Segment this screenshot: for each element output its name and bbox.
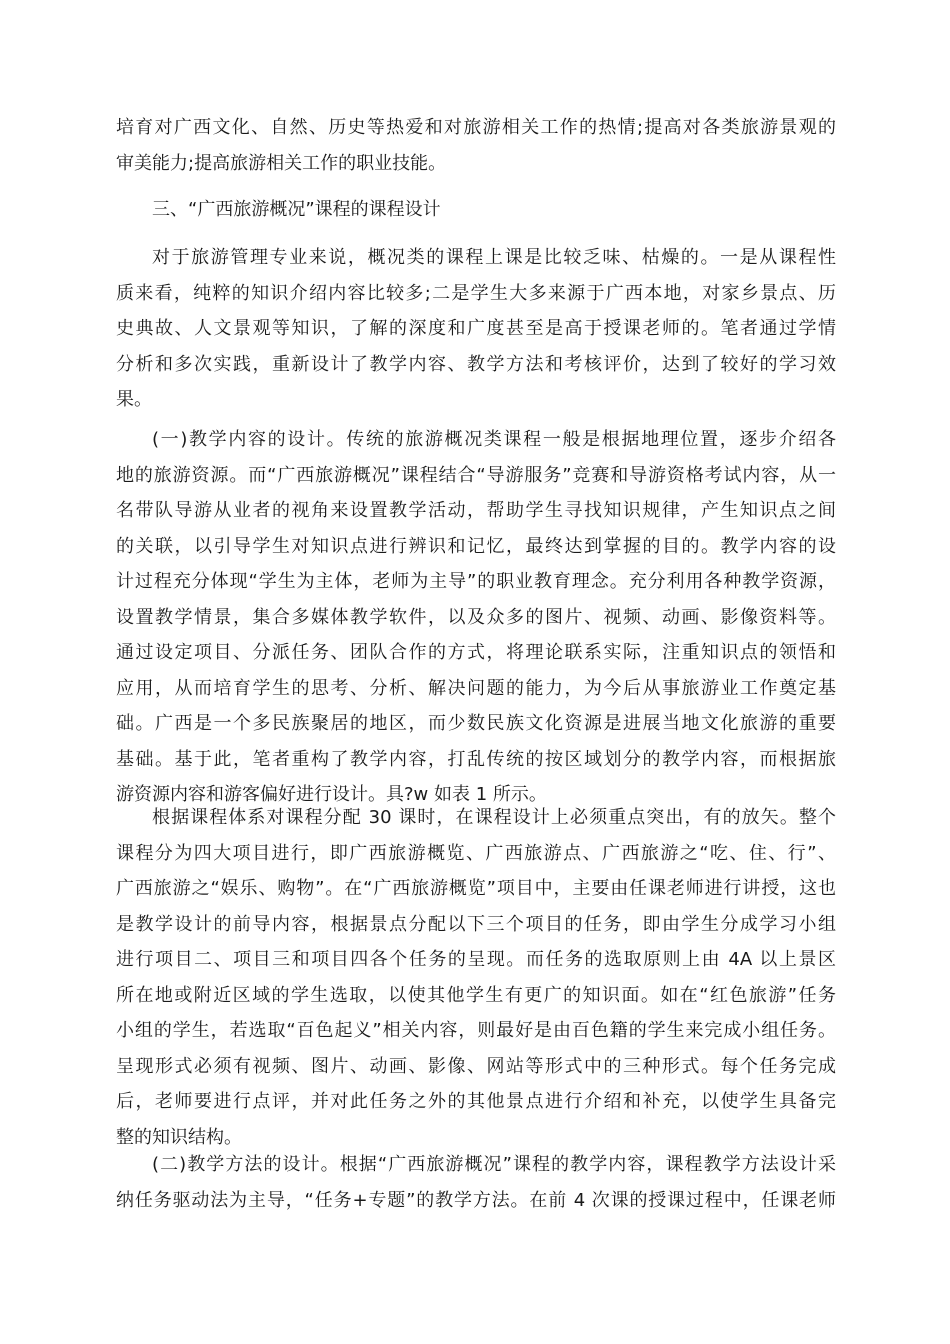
text-line: 应用，从而培育学生的思考、分析、解决问题的能力，为今后从事旅游业工作奠定基: [116, 677, 836, 699]
text-line: 课程分为四大项目进行，即广西旅游概览、广西旅游点、广西旅游之“吃、住、行”、: [116, 842, 836, 864]
text-line: 培育对广西文化、自然、历史等热爱和对旅游相关工作的热情;提高对各类旅游景观的: [116, 117, 836, 138]
text-line: 审美能力;提高旅游相关工作的职业技能。: [116, 152, 447, 174]
section-heading: [116, 192, 836, 228]
text-line: 是教学设计的前导内容，根据景点分配以下三个项目的任务，即由学生分成学习小组: [116, 913, 836, 935]
text-line: 计过程充分体现“学生为主体，老师为主导”的职业教育理念。充分利用各种教学资源，: [116, 571, 836, 592]
text-line: 根据课程体系对课程分配 30 课时，在课程设计上必须重点突出，有的放矢。整个: [152, 807, 836, 828]
text-line: 整的知识结构。: [116, 1126, 242, 1148]
text-line: 所在地或附近区域的学生选取，以使其他学生有更广的知识面。如在“红色旅游”任务: [116, 984, 836, 1006]
text-line: 后，老师要进行点评，并对此任务之外的其他景点进行介绍和补充，以使学生具备完: [116, 1091, 836, 1112]
paragraph-2: [116, 240, 836, 418]
text-line: 地的旅游资源。而“广西旅游概况”课程结合“导游服务”竞赛和导游资格考试内容，从一: [116, 464, 836, 486]
text-line: 质来看，纯粹的知识介绍内容比较多;二是学生大多来源于广西本地，对家乡景点、历: [116, 282, 836, 304]
text-line: 史典故、人文景观等知识，了解的深度和广度甚至是高于授课老师的。笔者通过学情: [116, 318, 836, 339]
text-line: 游资源内容和游客偏好进行设计。具?w 如表 1 所示。: [116, 784, 547, 805]
text-line: 对于旅游管理专业来说，概况类的课程上课是比较乏味、枯燥的。一是从课程性: [152, 247, 836, 268]
text-line: (一)教学内容的设计。传统的旅游概况类课程一般是根据地理位置，逐步介绍各: [152, 429, 836, 450]
paragraph-1: [116, 110, 836, 181]
text-line: 设置教学情景，集合多媒体教学软件，以及众多的图片、视频、动画、影像资料等。: [116, 606, 836, 628]
text-line: 名带队导游从业者的视角来设置教学活动，帮助学生寻找知识规律，产生知识点之间: [116, 500, 836, 521]
text-line: 纳任务驱动法为主导，“任务+专题”的教学方法。在前 4 次课的授课过程中，任课老师: [116, 1189, 836, 1211]
paragraph-3: [116, 422, 836, 813]
text-line: 基础。基于此，笔者重构了教学内容，打乱传统的按区域划分的教学内容，而根据旅: [116, 748, 836, 770]
text-line: 分析和多次实践，重新设计了教学内容、教学方法和考核评价，达到了较好的学习效: [116, 353, 836, 375]
text-line: 的关联，以引导学生对知识点进行辨识和记忆，最终达到掌握的目的。教学内容的设: [116, 535, 836, 557]
paragraph-5: [116, 1147, 836, 1218]
text-line: 通过设定项目、分派任务、团队合作的方式，将理论联系实际，注重知识点的领悟和: [116, 642, 836, 663]
text-line: 进行项目二、项目三和项目四各个任务的呈现。而任务的选取原则上由 4A 以上景区: [116, 949, 836, 970]
text-line: 果。: [116, 389, 152, 410]
text-line: 呈现形式必须有视频、图片、动画、影像、网站等形式中的三种形式。每个任务完成: [116, 1055, 836, 1077]
text-line: 广西旅游之“娱乐、购物”。在“广西旅游概览”项目中，主要由任课老师进行讲授，这也: [116, 878, 836, 899]
paragraph-4: [116, 800, 836, 1155]
heading-text: 三、“广西旅游概况”课程的课程设计: [152, 199, 441, 220]
text-line: (二)教学方法的设计。根据“广西旅游概况”课程的教学内容，课程教学方法设计采: [152, 1154, 836, 1175]
text-line: 础。广西是一个多民族聚居的地区，而少数民族文化资源是进展当地文化旅游的重要: [116, 713, 836, 734]
text-line: 小组的学生，若选取“百色起义”相关内容，则最好是由百色籍的学生来完成小组任务。: [116, 1020, 836, 1041]
